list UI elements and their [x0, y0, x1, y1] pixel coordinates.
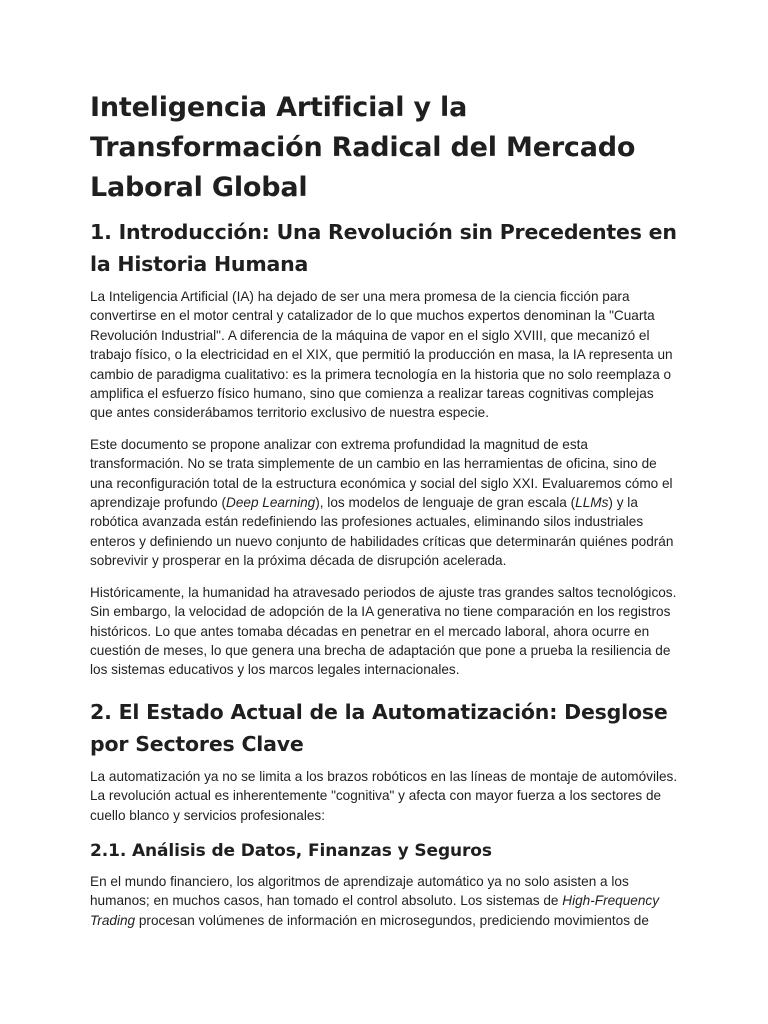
section-1-paragraph-1: La Inteligencia Artificial (IA) ha dejado de ser una mera promesa de la ciencia ficción para convertirse en el motor central y catalizador de lo que muchos expertos denominan la "Cuarta Revolución Industrial". A diferencia de la máquina de vapor en el siglo XVIII, que mecanizó el trabajo físico, o la electricidad en el XIX, que permitió la producción en masa, la IA representa un cambio de paradigma cualitativo: es la primera tecnología en la historia que no solo reemplaza o amplifica el esfuerzo físico humano, sino que comienza a realizar tareas cognitivas complejas que antes considerábamos territorio exclusivo de nuestra especie.: [90, 289, 673, 421]
subsection-2-1-heading: 2.1. Análisis de Datos, Finanzas y Seguros: [90, 840, 492, 861]
emphasis-high-frequency-trading: High-Frequency Trading: [90, 893, 659, 928]
document-title: Inteligencia Artificial y la Transformación Radical del Mercado Laboral Global: [90, 92, 636, 203]
section-1-heading: 1. Introducción: Una Revolución sin Precedentes en la Historia Humana: [90, 220, 677, 276]
text-run: ), los modelos de lenguaje de gran escala (: [315, 495, 576, 511]
subsection-2-1-paragraph-1: [90, 872, 680, 930]
section-2-paragraph-1: La automatización ya no se limita a los brazos robóticos en las líneas de montaje de automóviles. La revolución actual es inherentemente "cognitiva" y afecta con mayor fuerza a los sectores de cuello blanco y servicios profesionales:: [90, 768, 678, 823]
text-run: procesan volúmenes de información en microsegundos, prediciendo movimientos de: [135, 912, 649, 928]
emphasis-llms: LLMs: [575, 495, 609, 511]
text-run: Este documento se propone analizar con extrema profundidad la magnitud de esta transformación. No se trata simplemente de un cambio en las herramientas de oficina, sino de una reconfiguración total de la estructura económica y social del siglo XXI. Evaluaremos cómo el aprendizaje profundo (: [90, 436, 673, 511]
text-run: En el mundo financiero, los algoritmos de aprendizaje automático ya no solo asisten a los humanos; en muchos casos, han tomado el control absoluto. Los sistemas de: [90, 873, 629, 909]
section-2-heading: 2. El Estado Actual de la Automatización: Desglose por Sectores Clave: [90, 699, 668, 756]
section-1-paragraph-2: [90, 435, 680, 571]
document-page: [90, 88, 680, 930]
text-run: ) y la robótica avanzada están redefiniendo las profesiones actuales, eliminando silos industriales enteros y definiendo un nuevo conjunto de habilidades críticas que determinarán quiénes podrán sobrevivir y prosperar en la próxima década de disrupción acelerada.: [90, 495, 674, 569]
section-1-paragraph-3: Históricamente, la humanidad ha atravesado periodos de ajuste tras grandes saltos tecnológicos. Sin embargo, la velocidad de adopción de la IA generativa no tiene comparación en los registros históricos. Lo que antes tomaba décadas en penetrar en el mercado laboral, ahora ocurre en cuestión de meses, lo que genera una brecha de adaptación que pone a prueba la resiliencia de los sistemas educativos y los marcos legales internacionales.: [90, 584, 677, 678]
emphasis-deep-learning: Deep Learning: [226, 495, 316, 511]
